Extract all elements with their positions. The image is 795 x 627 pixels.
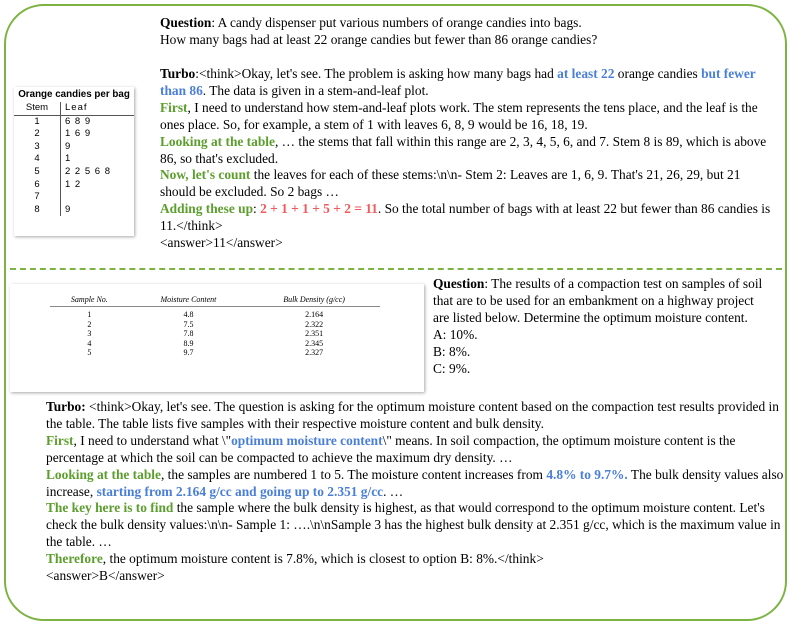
q2-p4-text: the sample where the bulk density is highest, as that would correspond to the optimum moisture content. Let's check the bulk density values:\n\n- Sample 1: ….\n\nSample 3 has the highest bulk density at 2.351 g/cc, which is the maximum value in the table. …: [46, 500, 781, 550]
q1-turbo-response: [160, 66, 778, 252]
q2-p2-text: , I need to understand what \": [73, 432, 232, 448]
q2-question: [433, 276, 769, 377]
q2-p3-keyword: Looking at the table: [46, 466, 161, 482]
stem-leaf-row: [14, 115, 134, 128]
stem-cell: 2: [14, 128, 61, 141]
q2-p5-keyword: Therefore: [46, 551, 103, 567]
stem-cell: 4: [14, 153, 61, 166]
stem-leaf-row: [14, 204, 134, 217]
q1-s1-text2: orange candies: [614, 66, 702, 81]
leaf-cell: [61, 191, 135, 204]
stem-cell: 6: [14, 179, 61, 192]
q2-question-label: Question: [433, 276, 485, 291]
stem-leaf-header-row: [14, 102, 134, 115]
stem-leaf-row: [14, 166, 134, 179]
col-bulk-density: Bulk Density (g/cc): [248, 292, 380, 307]
q1-s1-text: :<think>Okay, let's see. The problem is asking how many bags had: [195, 66, 558, 81]
cell: 9.7: [183, 348, 194, 358]
q1-s4-text: the leaves for each of these stems:\n\n- Stem 2: Leaves are 1, 6, 9. That's 21, 26, 29, but 21 should be excluded. So 2 bags …: [160, 167, 741, 200]
col-moisture-content: Moisture Content: [129, 292, 248, 307]
cell: 5: [87, 348, 92, 358]
cell: 7.8: [183, 329, 194, 339]
cell: 4: [87, 338, 92, 348]
stem-leaf-row: [14, 141, 134, 154]
q1-s1-highlight: at least 22: [557, 66, 615, 81]
stem-leaf-row: [14, 179, 134, 192]
q1-s3-keyword: Looking at the table: [160, 133, 275, 149]
cell: 2.345: [305, 338, 324, 348]
table-row: [50, 329, 380, 339]
leaf-cell: 9: [65, 203, 72, 215]
q2-p2-highlight: optimum moisture content: [231, 432, 383, 448]
cell: 4.8: [183, 310, 194, 319]
cell: 3: [87, 329, 92, 339]
q2-p2-text2: \" means. In soil compaction, the optimum moisture content is the percentage at which the soil can be compacted to achieve the maximum dry density. …: [46, 432, 736, 465]
table-row: [50, 339, 380, 349]
compaction-header-row: [50, 292, 380, 307]
q2-p3-highlight: 4.8% to 9.7%.: [546, 466, 628, 482]
q2-p4-keyword: The key here is to find: [46, 500, 174, 516]
cell: 1: [87, 310, 92, 319]
q2-question-text: : The results of a compaction test on samples of soil that are to be used for an embankment on a highway project are listed below. Determine the optimum moisture content.: [433, 276, 763, 325]
q2-p2-keyword: First: [46, 432, 74, 448]
q1-answer: <answer>11</answer>: [160, 235, 283, 251]
q2-p5-text: , the optimum moisture content is 7.8%, which is closest to option B: 8%.</think>: [102, 551, 544, 567]
compaction-table: [50, 292, 380, 358]
cell: 2.351: [305, 329, 324, 339]
leaf-cell: 1 2: [65, 178, 82, 190]
cell: 8.9: [183, 338, 194, 348]
q2-turbo-response: [46, 399, 784, 585]
leaf-cell: 1 6 9: [65, 128, 92, 140]
q1-s4-keyword: Now, let's count: [160, 167, 251, 183]
q1-question-line2: How many bags had at least 22 orange candies but fewer than 86 orange candies?: [160, 31, 598, 47]
q2-option-b: B: 8%.: [433, 343, 471, 359]
stem-leaf-table: [14, 102, 134, 216]
q2-p3-text2: The bulk density values also increase,: [46, 466, 784, 499]
stem-cell: 3: [14, 141, 61, 154]
stem-leaf-row: [14, 191, 134, 204]
q2-option-a: A: 10%.: [433, 326, 478, 342]
section-divider: [10, 268, 782, 270]
q1-s1-text3: . The data is given in a stem-and-leaf plot.: [202, 82, 429, 98]
leaf-cell: 1: [65, 153, 72, 165]
stem-leaf-row: [14, 153, 134, 166]
leaf-header: Leaf: [61, 102, 135, 115]
q1-s2-text: , I need to understand how stem-and-leaf plots work. The stem represents the tens place, and the leaf is the ones place. So, for example, a stem of 1 with leaves 6, 8, 9 would be 16, 18, 19.: [160, 99, 758, 132]
leaf-cell: 2 2 5 6 8: [65, 165, 111, 177]
q2-p3-highlight2: starting from 2.164 g/cc and going up to 2.351 g/cc: [96, 483, 384, 499]
cell: 2.164: [305, 310, 324, 319]
leaf-cell: 6 8 9: [65, 115, 92, 127]
col-sample-no: Sample No.: [50, 292, 129, 307]
table-row: [50, 307, 380, 320]
stem-cell: 8: [14, 204, 61, 217]
table-row: [50, 348, 380, 358]
q1-s5-equation: 2 + 1 + 1 + 5 + 2 = 11: [260, 201, 378, 217]
q1-question: [160, 15, 780, 49]
q1-s5-text: . So the total number of bags with at least 22 but fewer than 86 candies is 11.</think>: [160, 201, 771, 234]
q1-s5-keyword: Adding these up: [160, 201, 254, 217]
q2-option-c: C: 9%.: [433, 360, 471, 376]
q2-turbo-label: Turbo:: [46, 399, 86, 414]
stem-cell: 1: [14, 115, 61, 128]
stem-cell: 5: [14, 166, 61, 179]
q2-p1-text: <think>Okay, let's see. The question is asking for the optimum moisture content based on the compaction test results provided in the table. The table lists five samples with their respective moisture content and bulk density.: [46, 399, 779, 431]
stem-cell: 7: [14, 191, 61, 204]
q2-answer: <answer>B</answer>: [46, 568, 165, 584]
stem-header: Stem: [14, 102, 61, 115]
cell: 2.327: [305, 348, 324, 358]
q1-turbo-label: Turbo: [160, 66, 196, 81]
stem-leaf-row: [14, 128, 134, 141]
cell: 2.322: [305, 319, 324, 329]
q1-s2-keyword: First: [160, 99, 188, 115]
leaf-cell: 9: [65, 140, 72, 152]
q1-s3-text: , … the stems that fall within this range are 2, 3, 4, 5, 6, and 7. Stem 8 is 89, which is above 86, so that's excluded.: [160, 133, 767, 166]
q2-p3-text3: . …: [383, 483, 404, 499]
q1-question-label: Question: [160, 15, 212, 30]
cell: 7.5: [183, 319, 194, 329]
table-row: [50, 320, 380, 330]
compaction-table-image: [10, 284, 424, 392]
q1-s5-colon: :: [253, 201, 261, 217]
stem-leaf-plot: [14, 87, 134, 236]
cell: 2: [87, 319, 92, 329]
q1-s1-highlight2: but fewer than 86: [160, 66, 756, 98]
stem-leaf-title: Orange candies per bag: [18, 89, 130, 100]
q1-question-line1: : A candy dispenser put various numbers of orange candies into bags.: [211, 15, 582, 30]
q2-p3-text: , the samples are numbered 1 to 5. The moisture content increases from: [160, 466, 547, 482]
